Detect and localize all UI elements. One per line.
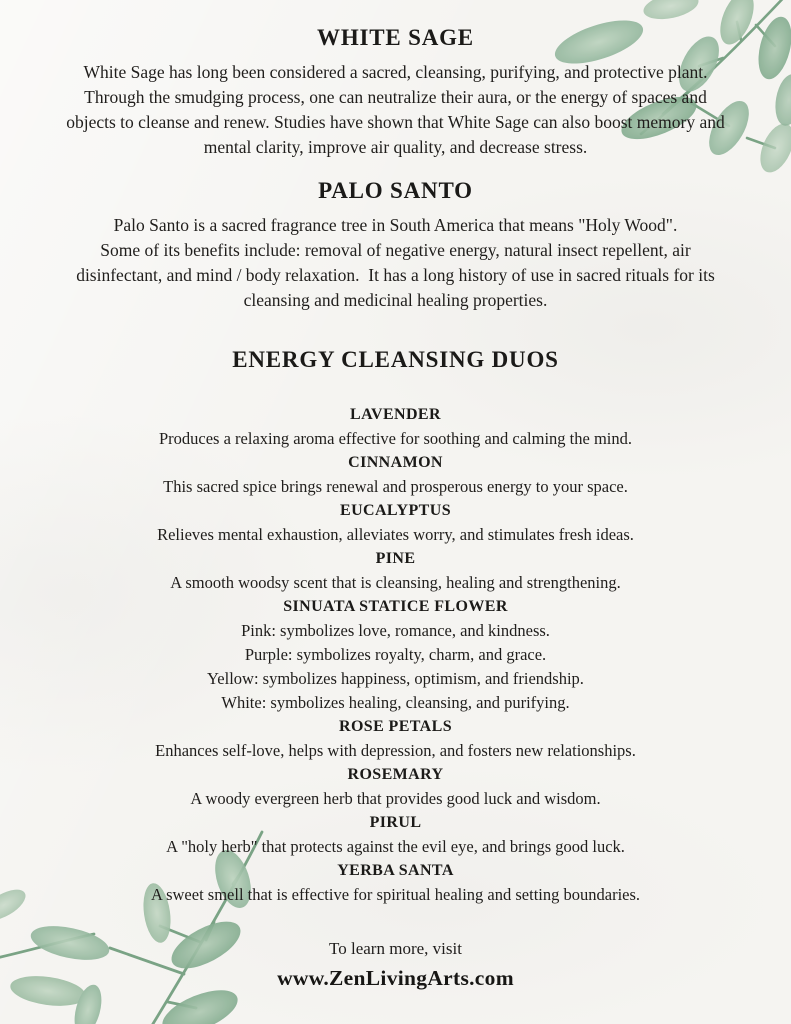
palo-santo-title: PALO SANTO	[318, 178, 473, 203]
duo-name: EUCALYPTUS	[340, 502, 451, 519]
duo-name: LAVENDER	[350, 406, 441, 423]
duo-description: A "holy herb" that protects against the evil eye, and brings good luck.	[166, 837, 625, 856]
duo-name: ROSE PETALS	[338, 718, 453, 735]
duo-item	[0, 763, 791, 811]
duo-description: This sacred spice brings renewal and prosperous energy to your space.	[163, 477, 628, 496]
duo-description: Pink: symbolizes love, romance, and kindness. Purple: symbolizes royalty, charm, and grace. Yellow: symbolizes happiness, optimism, and friendship. White: symbolizes healing, cleansing, and purifying.	[207, 621, 584, 712]
website-url: www.ZenLivingArts.com	[277, 966, 514, 990]
duo-item	[0, 859, 791, 907]
duo-item	[0, 451, 791, 499]
duo-name: ROSEMARY	[347, 766, 444, 783]
duo-item	[0, 811, 791, 859]
duo-item	[0, 715, 791, 763]
palo-santo-description: Palo Santo is a sacred fragrance tree in South America that means "Holy Wood". Some of its benefits include: removal of negative energy, natural insect repellent, air disinfectant, and mind / body relaxation. It has a long history of use in sacred rituals for its cleansing and medicinal healing properties.	[76, 215, 715, 310]
white-sage-title: WHITE SAGE	[317, 25, 474, 50]
duo-description: A sweet smell that is effective for spiritual healing and setting boundaries.	[150, 885, 641, 904]
duo-description: A smooth woodsy scent that is cleansing, healing and strengthening.	[170, 573, 621, 592]
duo-name: YERBA SANTA	[337, 862, 454, 879]
duo-description: Produces a relaxing aroma effective for soothing and calming the mind.	[158, 429, 632, 448]
energy-cleansing-duos-title: ENERGY CLEANSING DUOS	[232, 347, 559, 372]
duo-description: Relieves mental exhaustion, alleviates worry, and stimulates fresh ideas.	[157, 525, 634, 544]
duo-item	[0, 499, 791, 547]
section-palo-santo	[0, 178, 791, 313]
duos-list	[0, 403, 791, 907]
duo-description: Enhances self-love, helps with depression, and fosters new relationships.	[155, 741, 636, 760]
section-white-sage	[0, 25, 791, 160]
duo-name: SINUATA STATICE FLOWER	[283, 598, 508, 615]
footer	[0, 937, 791, 991]
white-sage-description: White Sage has long been considered a sacred, cleansing, purifying, and protective plant. Through the smudging process, one can neutralize their aura, or the energy of spaces and objects to cleanse and renew. Studies have shown that White Sage can also boost memory and mental clarity, improve air quality, and decrease stress.	[66, 62, 725, 157]
duo-description: A woody evergreen herb that provides good luck and wisdom.	[190, 789, 601, 808]
duo-item	[0, 403, 791, 451]
duo-item	[0, 547, 791, 595]
duo-name: PINE	[375, 550, 416, 567]
footer-prompt: To learn more, visit	[329, 939, 462, 958]
duo-name: PIRUL	[369, 814, 422, 831]
duo-item	[0, 595, 791, 715]
duo-name: CINNAMON	[348, 454, 443, 471]
